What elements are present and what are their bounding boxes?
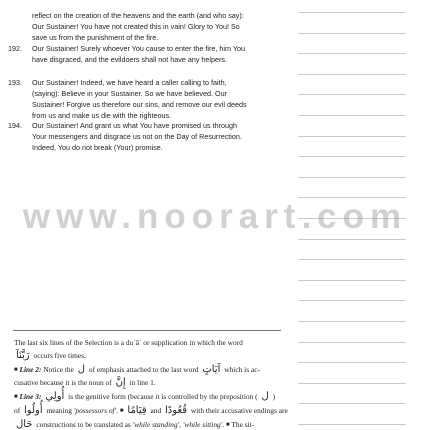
- note-rule-line: [298, 300, 406, 301]
- verse-191-line: reflect on the creation of the heavens and the earth (and who say):: [32, 11, 244, 20]
- note-rule-line: [298, 280, 406, 281]
- verse-193-line: Our Sustainer! Indeed, we have heard a caller calling to faith,: [32, 78, 227, 87]
- verse-193: [8, 77, 284, 121]
- arabic-word: رَبَّنَآ: [16, 350, 30, 361]
- section-separator: [13, 330, 281, 331]
- commentary-line: [14, 419, 282, 430]
- verse-number: 192.: [8, 44, 22, 53]
- arabic-word: أُولِي: [45, 391, 65, 402]
- commentary-text: with their accusative endings are: [190, 406, 288, 415]
- note-rule-line: [298, 12, 406, 13]
- square-bullet-icon: ■: [226, 422, 230, 428]
- verse-193-line: (saying): Believe in your Sustainer. So we have believed. Our: [32, 89, 227, 99]
- verse-194-line: Indeed, You do not break (Your) promise.: [32, 143, 163, 153]
- verse-number: 193.: [8, 78, 22, 87]
- verse-194: [8, 120, 284, 153]
- arabic-word: حَال: [16, 419, 33, 430]
- line-label: Line 2:: [19, 365, 42, 374]
- verse-192-line: have disgraced, and the evildoers shall not have any helpers.: [32, 55, 227, 65]
- commentary-line: [14, 391, 282, 403]
- arabic-word: قِيَامًا: [127, 405, 147, 416]
- verse-194-line: Your messengers and disgrace us not on the Day of Resurrection.: [32, 132, 242, 142]
- commentary-text: occurs five times.: [33, 351, 86, 360]
- note-rule-line: [298, 136, 406, 137]
- commentary-line: [14, 377, 282, 388]
- commentary-text: constructions to be translated as: [36, 420, 131, 429]
- verse-192-line: Our Sustainer! Surely whoever You cause to enter the fire, him You: [32, 44, 245, 53]
- verse-194-line: Our Sustainer! And grant us what You have promised us through: [32, 121, 237, 130]
- arabic-word: آيَاتٍ: [202, 364, 221, 375]
- verse-number: 194.: [8, 121, 22, 130]
- commentary-text: which is ac-: [224, 365, 260, 374]
- note-rule-line: [298, 239, 406, 240]
- square-bullet-icon: ■: [14, 394, 18, 400]
- verse-192: [8, 43, 284, 65]
- square-bullet-icon: ■: [119, 408, 124, 414]
- note-rule-line: [298, 156, 406, 157]
- commentary-text: is the genitive form (because it is controlled by the preposition (: [68, 392, 258, 401]
- commentary-text: in line 1.: [129, 378, 156, 387]
- commentary-text: of: [14, 406, 21, 415]
- commentary-line: [14, 350, 282, 361]
- note-rule-line: [298, 321, 406, 322]
- commentary-text: cusative because it is the noun of: [14, 378, 112, 387]
- square-bullet-icon: ■: [14, 367, 18, 373]
- note-rule-line: [298, 115, 406, 116]
- commentary-italic: 'while standing',: [132, 420, 181, 429]
- note-rule-line: [298, 362, 406, 363]
- note-rule-line: [298, 259, 406, 260]
- note-rule-line: [298, 33, 406, 34]
- note-rule-line: [298, 424, 406, 425]
- verse-191-line: save us from the punishment of the fire.: [32, 33, 159, 43]
- verse-193-line: Sustainer! Forgive us therefore our sins, and remove our evil deeds: [32, 100, 247, 110]
- commentary-line: [14, 405, 288, 417]
- note-rule-line: [298, 403, 406, 404]
- commentary-text: of emphasis attached to the last word: [88, 365, 199, 374]
- commentary-italic: 'while sitting'.: [182, 420, 225, 429]
- watermark: www.noorart.com: [22, 197, 408, 236]
- commentary-italic: 'possessors of'.: [73, 406, 119, 415]
- commentary-text: meaning: [46, 406, 72, 415]
- line-label: Line 3:: [19, 392, 42, 401]
- note-rule-line: [298, 177, 406, 178]
- note-rule-line: [298, 74, 406, 75]
- note-rule-line: [298, 53, 406, 54]
- note-rule-line: [298, 342, 406, 343]
- arabic-word: إِنَّ: [115, 377, 126, 388]
- commentary-text: and: [150, 406, 162, 415]
- commentary-line: [14, 364, 282, 376]
- commentary-text: Notice the: [43, 365, 74, 374]
- note-rule-line: [298, 383, 406, 384]
- verse-193-line: from us and make us die with the righteous.: [32, 111, 172, 121]
- verse-191: [8, 10, 284, 43]
- commentary-text: The sit-: [231, 420, 255, 429]
- commentary-text: ): [272, 392, 276, 401]
- arabic-word: ل: [77, 364, 86, 375]
- arabic-word: أُولُوا: [24, 405, 43, 416]
- note-rule-line: [298, 94, 406, 95]
- arabic-word: قُعُودًا: [165, 405, 188, 416]
- arabic-word: ل: [261, 391, 269, 402]
- commentary-line: [14, 337, 282, 348]
- verse-191-line: Our Sustainer! You have not created this in vain! Glory to You! So: [32, 22, 240, 32]
- commentary-text: The last six lines of the Selection is a duʿāʾ or supplication in which the word: [14, 338, 243, 347]
